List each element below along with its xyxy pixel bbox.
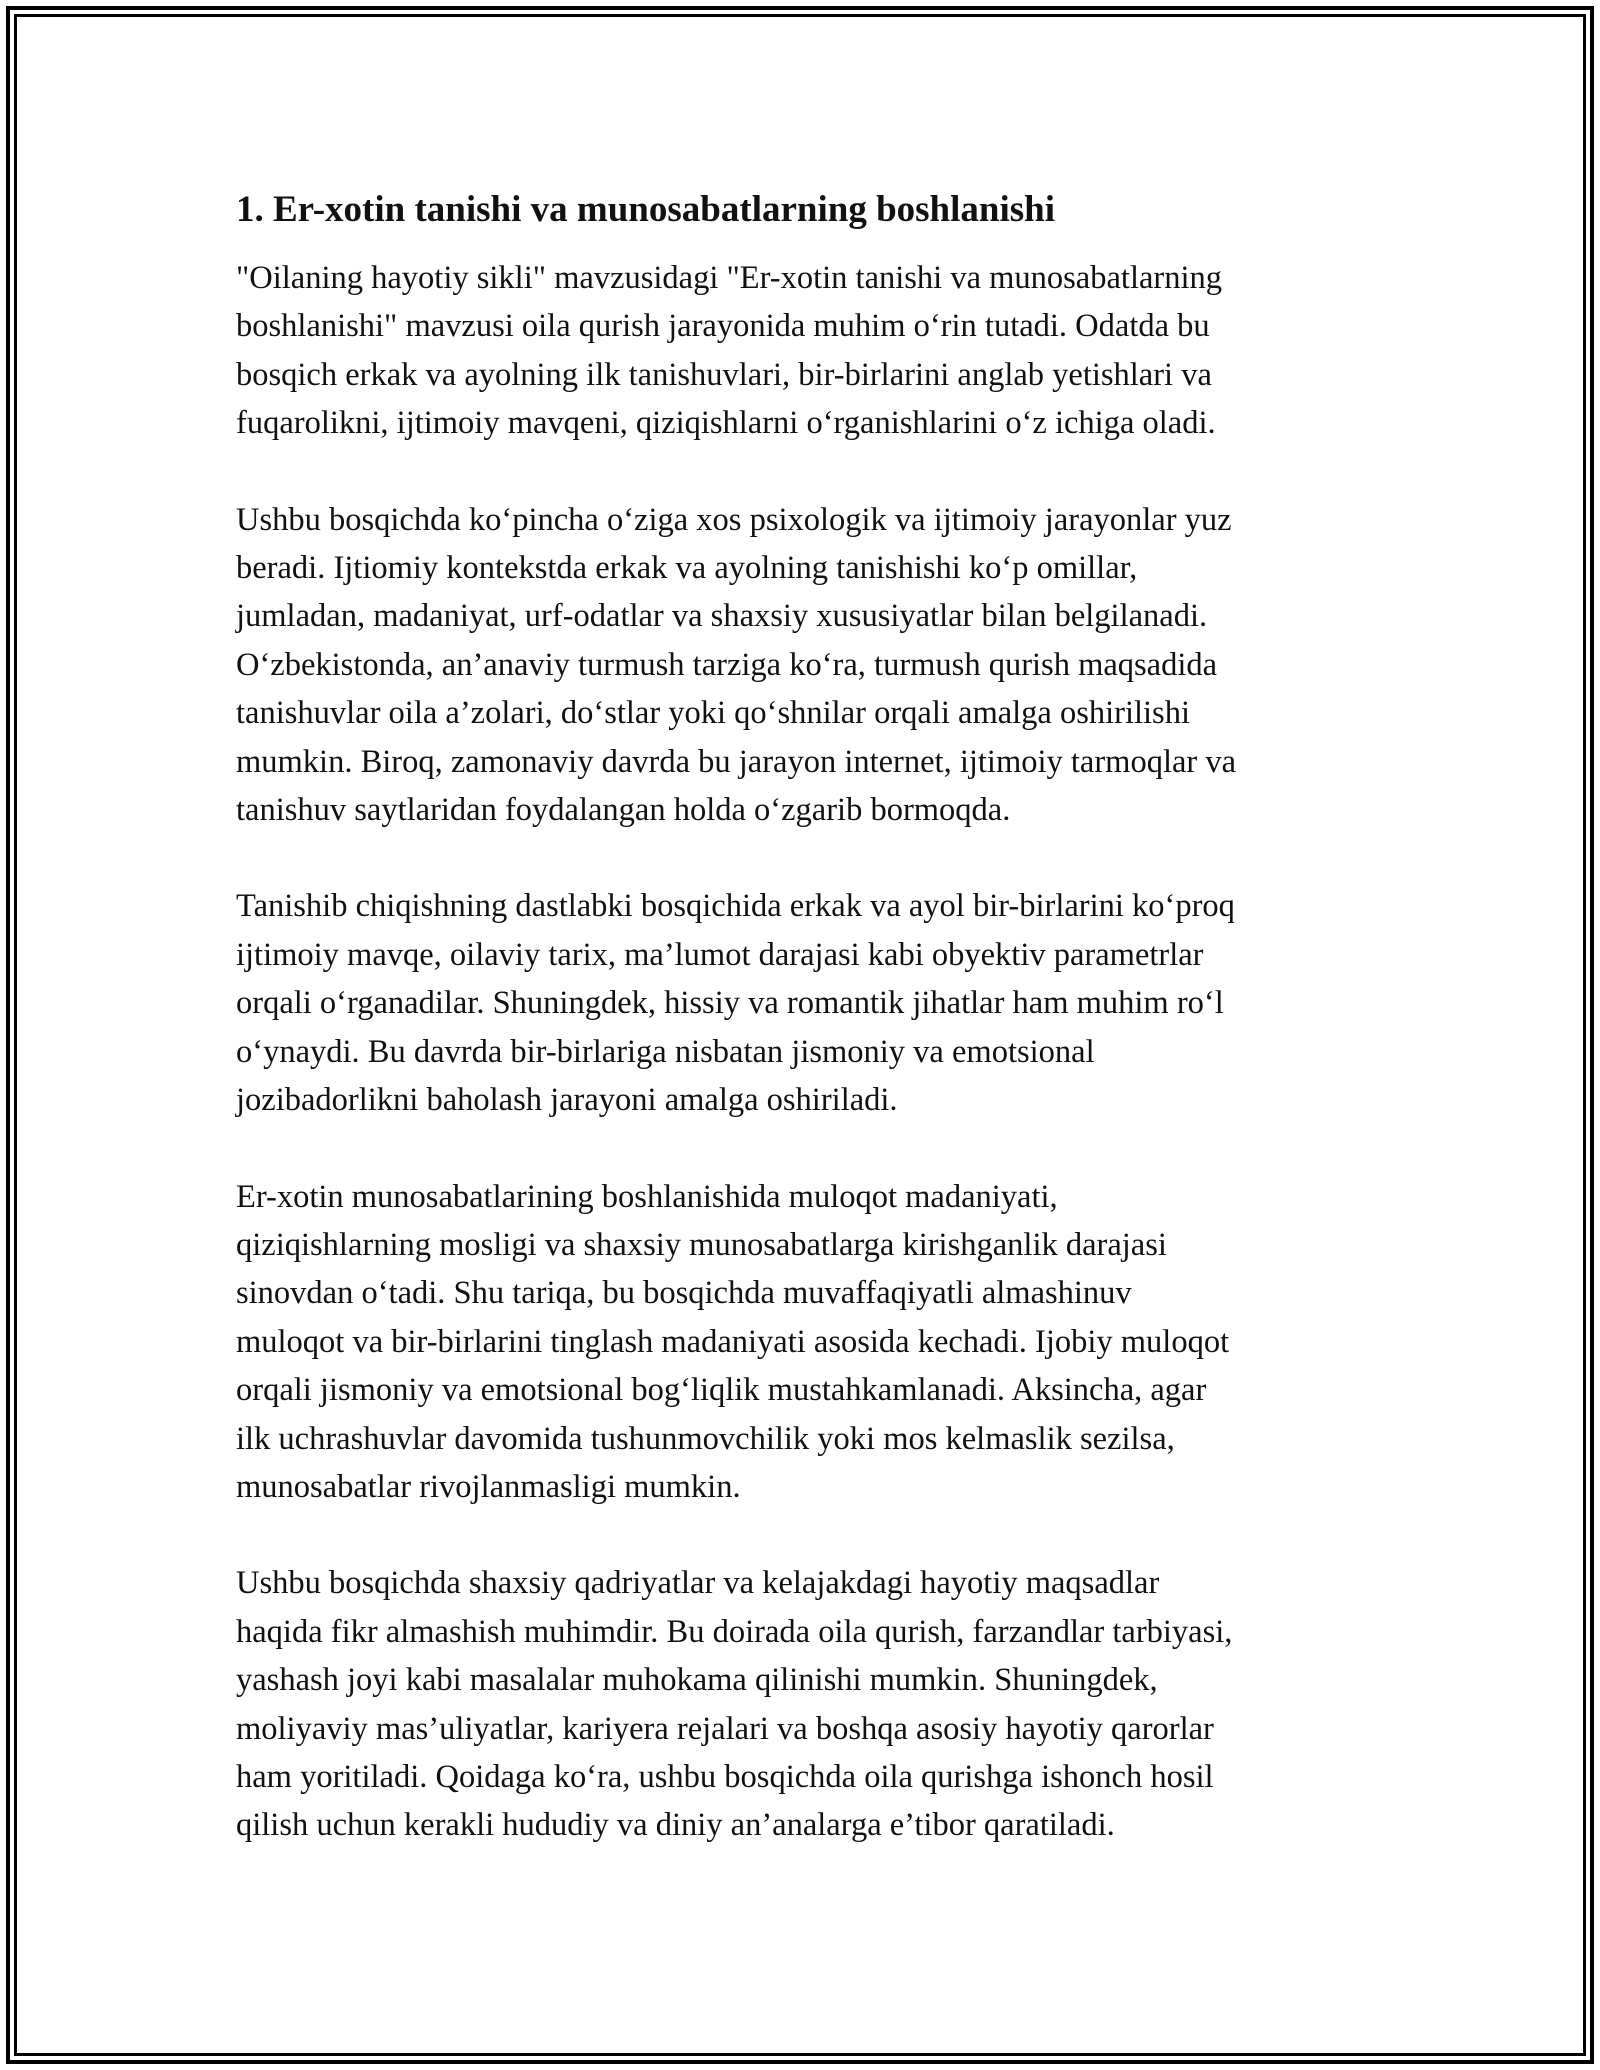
paragraph [236, 1173, 1386, 1512]
paragraph-line: moliyaviy mas’uliyatlar, kariyera rejalari va boshqa asosiy hayotiy qarorlar [236, 1710, 1214, 1747]
paragraph-line: mumkin. Biroq, zamonaviy davrda bu jarayon internet, ijtimoiy tarmoqlar va [236, 743, 1237, 780]
paragraph-list [236, 254, 1386, 1850]
paragraph-line: Er-xotin munosabatlarining boshlanishida muloqot madaniyati, [236, 1178, 1058, 1215]
paragraph [236, 882, 1386, 1124]
paragraph-line: orqali jismoniy va emotsional bog‘liqlik mustahkamlanadi. Aksincha, agar [236, 1372, 1207, 1409]
section-heading: 1. Er-xotin tanishi va munosabatlarning boshlanishi [236, 189, 1056, 230]
paragraph-line: O‘zbekistonda, an’anaviy turmush tarziga ko‘ra, turmush qurish maqsadida [236, 646, 1218, 683]
paragraph-line: muloqot va bir-birlarini tinglash madaniyati asosida kechadi. Ijobiy muloqot [236, 1323, 1230, 1360]
paragraph-line: tanishuv saytlaridan foydalangan holda o‘zgarib bormoqda. [236, 792, 1011, 829]
paragraph-line: Ushbu bosqichda ko‘pincha o‘ziga xos psixologik va ijtimoiy jarayonlar yuz [236, 501, 1232, 538]
document-body [236, 186, 1386, 1898]
paragraph-line: ilk uchrashuvlar davomida tushunmovchilik yoki mos kelmaslik sezilsa, [236, 1420, 1175, 1457]
paragraph [236, 496, 1386, 835]
paragraph [236, 1559, 1386, 1849]
paragraph-line: yashash joyi kabi masalalar muhokama qilinishi mumkin. Shuningdek, [236, 1662, 1158, 1699]
paragraph-line: qiziqishlarning mosligi va shaxsiy munosabatlarga kirishganlik darajasi [236, 1226, 1167, 1263]
paragraph-line: orqali o‘rganadilar. Shuningdek, hissiy va romantik jihatlar ham muhim ro‘l [236, 985, 1224, 1022]
paragraph-line: boshlanishi" mavzusi oila qurish jarayonida muhim o‘rin tutadi. Odatda bu [236, 308, 1210, 345]
paragraph-line: Tanishib chiqishning dastlabki bosqichida erkak va ayol bir-birlarini ko‘proq [236, 888, 1235, 925]
paragraph-line: jumladan, madaniyat, urf-odatlar va shaxsiy xususiyatlar bilan belgilanadi. [236, 598, 1208, 635]
paragraph-line: haqida fikr almashish muhimdir. Bu doirada oila qurish, farzandlar tarbiyasi, [236, 1613, 1233, 1650]
paragraph-line: qilish uchun kerakli hududiy va diniy an’analarga e’tibor qaratiladi. [236, 1807, 1115, 1844]
paragraph-line: tanishuvlar oila a’zolari, do‘stlar yoki qo‘shnilar orqali amalga oshirilishi [236, 695, 1190, 732]
paragraph-line: beradi. Ijtiomiy kontekstda erkak va ayolning tanishishi ko‘p omillar, [236, 550, 1138, 587]
paragraph-line: ham yoritiladi. Qoidaga ko‘ra, ushbu bosqichda oila qurishga ishonch hosil [236, 1758, 1214, 1795]
paragraph-line: "Oilaning hayotiy sikli" mavzusidagi "Er-xotin tanishi va munosabatlarning [236, 260, 1222, 296]
paragraph-line: o‘ynaydi. Bu davrda bir-birlariga nisbatan jismoniy va emotsional [236, 1033, 1095, 1070]
paragraph-line: jozibadorlikni baholash jarayoni amalga oshiriladi. [236, 1082, 898, 1119]
paragraph-line: Ushbu bosqichda shaxsiy qadriyatlar va kelajakdagi hayotiy maqsadlar [236, 1565, 1160, 1602]
paragraph-line: fuqarolikni, ijtimoiy mavqeni, qiziqishlarni o‘rganishlarini o‘z ichiga oladi. [236, 405, 1216, 442]
paragraph-line: bosqich erkak va ayolning ilk tanishuvlari, bir-birlarini anglab yetishlari va [236, 356, 1212, 393]
paragraph-line: sinovdan o‘tadi. Shu tariqa, bu bosqichda muvaffaqiyatli almashinuv [236, 1275, 1132, 1312]
paragraph [236, 254, 1386, 448]
paragraph-line: munosabatlar rivojlanmasligi mumkin. [236, 1468, 741, 1505]
paragraph-line: ijtimoiy mavqe, oilaviy tarix, ma’lumot darajasi kabi obyektiv parametrlar [236, 936, 1204, 973]
